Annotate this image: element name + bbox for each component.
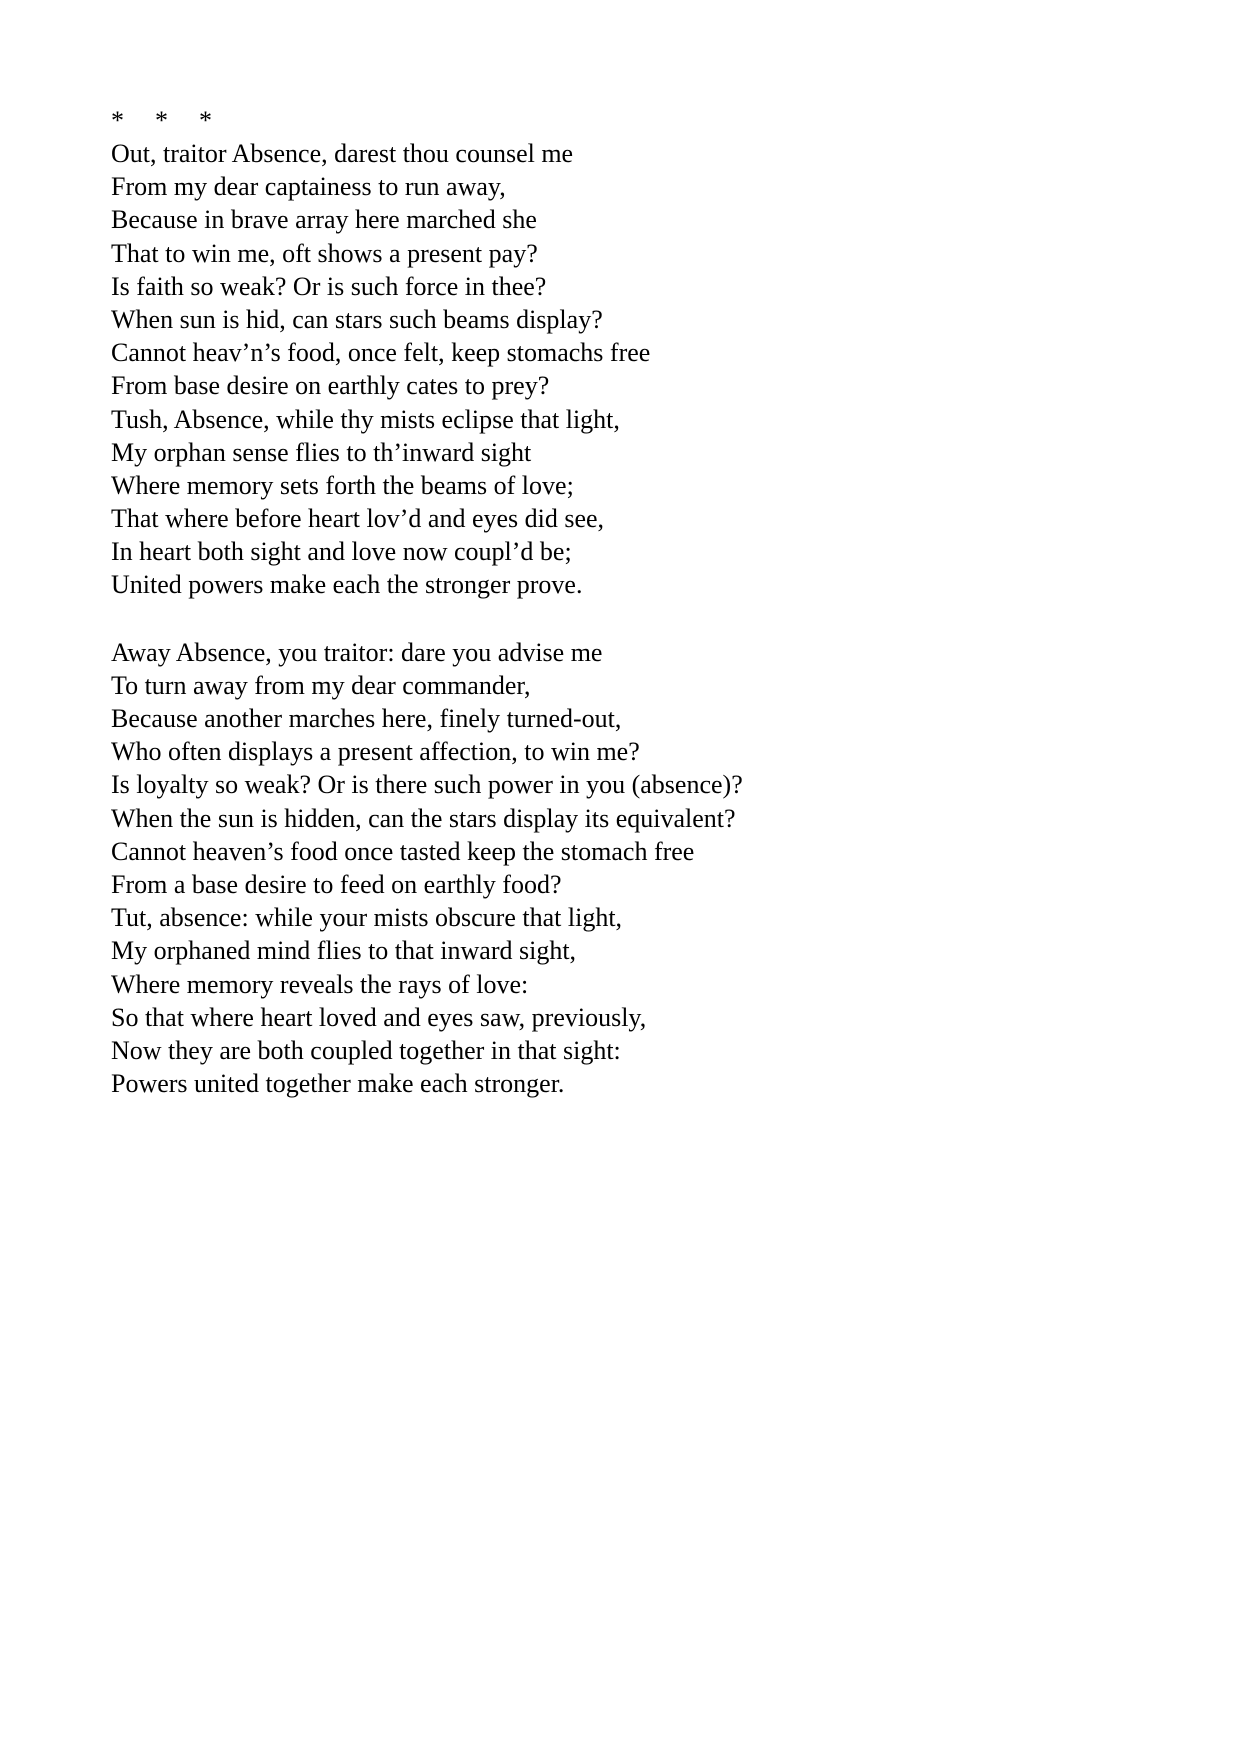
paraphrase-line: From a base desire to feed on earthly food? (111, 869, 562, 899)
poem-line: When sun is hid, can stars such beams display? (111, 304, 603, 334)
paraphrase-line: Where memory reveals the rays of love: (111, 969, 529, 999)
poem-line: My orphan sense flies to th’inward sight (111, 437, 532, 467)
paraphrase-stanza (111, 636, 1131, 1101)
paraphrase-line: Away Absence, you traitor: dare you advise me (111, 637, 603, 667)
poem-text-block (111, 104, 1131, 1100)
poem-line: Tush, Absence, while thy mists eclipse that light, (111, 404, 620, 434)
poem-line: Is faith so weak? Or is such force in thee? (111, 271, 547, 301)
poem-line: Because in brave array here marched she (111, 205, 537, 235)
poem-line: Out, traitor Absence, darest thou counsel me (111, 139, 574, 168)
paraphrase-line: Because another marches here, finely turned-out, (111, 704, 622, 733)
paraphrase-line: When the sun is hidden, can the stars display its equivalent? (111, 803, 736, 833)
poem-line: That to win me, oft shows a present pay? (111, 238, 538, 268)
poem-line: In heart both sight and love now coupl’d be; (111, 537, 572, 567)
poem-line: From my dear captainess to run away, (111, 172, 506, 202)
poem-line: Cannot heav’n’s food, once felt, keep stomachs free (111, 338, 651, 368)
paraphrase-line: Cannot heaven’s food once tasted keep the stomach free (111, 836, 695, 866)
paraphrase-line: Powers united together make each stronger. (111, 1069, 565, 1099)
original-stanza (111, 137, 1131, 602)
poem-line: Where memory sets forth the beams of love; (111, 470, 574, 500)
paraphrase-line: So that where heart loved and eyes saw, previously, (111, 1002, 647, 1032)
poem-line: That where before heart lov’d and eyes did see, (111, 504, 605, 534)
poem-line: United powers make each the stronger prove. (111, 570, 583, 600)
paraphrase-line: My orphaned mind flies to that inward sight, (111, 936, 577, 966)
paraphrase-line: Now they are both coupled together in that sight: (111, 1035, 621, 1065)
paraphrase-line: To turn away from my dear commander, (111, 670, 531, 700)
stanza-gap (111, 602, 1131, 636)
poem-line: From base desire on earthly cates to prey? (111, 371, 550, 401)
paraphrase-line: Tut, absence: while your mists obscure that light, (111, 903, 623, 933)
section-separator: * * * (111, 106, 218, 135)
paraphrase-line: Is loyalty so weak? Or is there such power in you (absence)? (111, 770, 743, 800)
paraphrase-line: Who often displays a present affection, to win me? (111, 737, 640, 767)
